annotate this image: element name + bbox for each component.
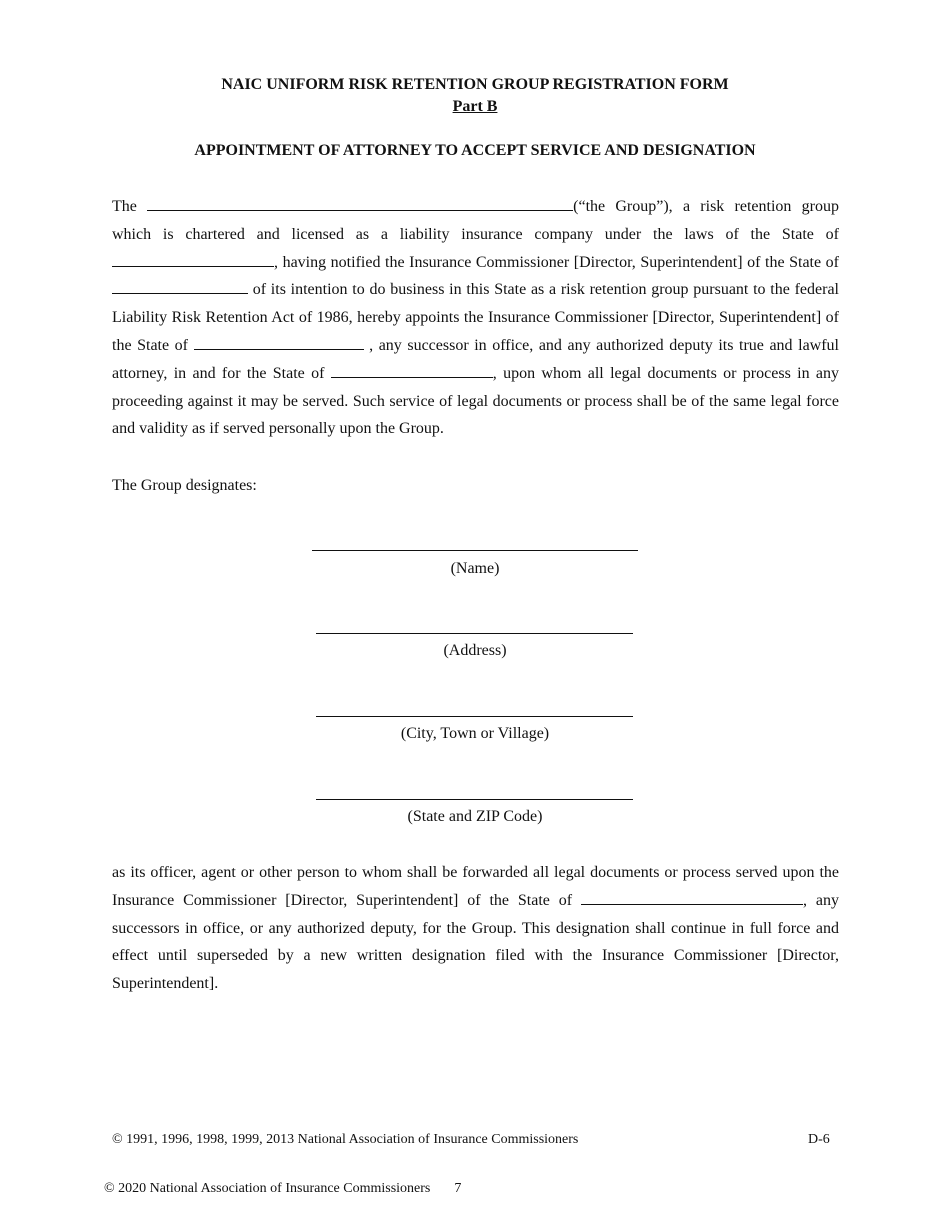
- address-label: (Address): [443, 642, 507, 659]
- paragraph-text: , any successor in office, and any authorized deputy its true and lawful attorney, in and for the State of: [112, 336, 839, 382]
- paragraph-text: , upon whom all legal documents or process in any proceeding against it may be served. Such service of legal documents or process shall be of the same legal force and validity as if served personally upon the Group.: [112, 364, 840, 438]
- business-state-blank[interactable]: [112, 278, 248, 294]
- paragraph-text: The: [112, 198, 148, 215]
- paragraph-text: of its intention to do business in this State as a risk retention group pursuant to the federal Liability Risk Retention Act of 1986, hereby appoints the Insurance Commissioner [Director, Superintendent] of the State of: [112, 281, 839, 354]
- attorney-state-blank[interactable]: [331, 362, 493, 378]
- appointment-paragraph: [112, 193, 839, 443]
- address-line[interactable]: [316, 633, 633, 634]
- designation-state-blank[interactable]: [581, 889, 803, 905]
- paragraph-text: as its officer, agent or other person to whom shall be forwarded all legal documents or process served upon the Insurance Commissioner [Director, Superintendent] of the State of: [112, 864, 839, 909]
- form-part: Part B: [452, 98, 498, 115]
- group-name-blank[interactable]: [147, 195, 573, 211]
- city-label: (City, Town or Village): [400, 725, 550, 742]
- page-number: 7: [454, 1181, 462, 1196]
- state-zip-line[interactable]: [316, 799, 633, 800]
- designates-label: The Group designates:: [112, 477, 257, 494]
- footer-copyright: © 1991, 1996, 1998, 1999, 2013 National Association of Insurance Commissioners: [112, 1132, 579, 1147]
- name-label: (Name): [450, 560, 500, 577]
- city-line[interactable]: [316, 716, 633, 717]
- paragraph-text: , having notified the Insurance Commissioner [Director, Superintendent] of the State of: [274, 253, 839, 271]
- designation-paragraph: [112, 859, 839, 998]
- form-subtitle: APPOINTMENT OF ATTORNEY TO ACCEPT SERVICE AND DESIGNATION: [194, 142, 756, 159]
- name-line[interactable]: [312, 550, 638, 551]
- paragraph-text: , any successors in office, or any authorized deputy, for the Group. This designation shall continue in full force and effect until superseded by a new written designation filed with the Insurance Commissioner [Director, Superintendent].: [112, 891, 840, 993]
- footer-copyright-2-text: © 2020 National Association of Insurance Commissioners: [104, 1181, 431, 1196]
- state-zip-label: (State and ZIP Code): [407, 808, 543, 825]
- paragraph-text: (“the Group”), a risk retention group which is chartered and licensed as a liability insurance company under the laws of the State of: [112, 198, 840, 243]
- footer-form-code: D-6: [808, 1132, 830, 1147]
- commissioner-state-blank[interactable]: [194, 334, 364, 350]
- charter-state-blank[interactable]: [112, 251, 274, 267]
- footer-copyright-2: [104, 1181, 461, 1197]
- form-title: NAIC UNIFORM RISK RETENTION GROUP REGISTRATION FORM: [221, 76, 729, 93]
